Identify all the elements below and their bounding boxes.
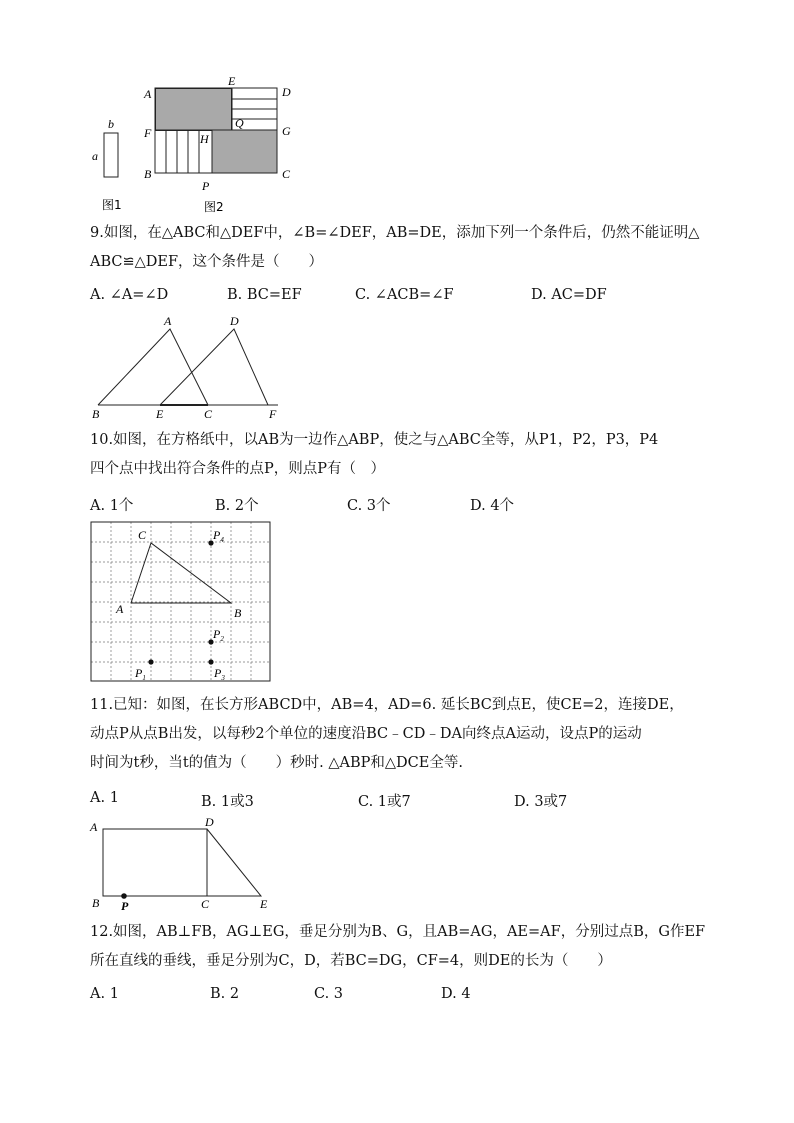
q11-figure-rectangle xyxy=(88,814,278,914)
question-11 xyxy=(90,691,710,778)
q9-option-d: D. AC=DF xyxy=(531,287,607,303)
triangle-abc xyxy=(98,329,208,405)
q9-line2: ABC≌△DEF，这个条件是（ ） xyxy=(90,254,324,270)
point-p xyxy=(121,893,127,899)
q12-line1: 12.如图，AB⊥FB，AG⊥EG，垂足分别为B、G，且AB=AG，AE=AF，分别过点B，G作EF xyxy=(90,924,706,940)
q11-label-P: P xyxy=(121,899,129,913)
q9-label-E: E xyxy=(156,407,164,421)
q10-label-P3: $P_3$ xyxy=(214,666,225,682)
question-9 xyxy=(90,219,710,277)
q11-line3: 时间为t秒，当t的值为（ ）秒时. △ABP和△DCE全等. xyxy=(90,755,463,771)
q11-label-C: C xyxy=(201,897,210,911)
q10-line1: 10.如图，在方格纸中，以AB为一边作△ABP，使之与△ABC全等，从P1，P2，P3，P4 xyxy=(90,432,659,448)
q10-option-b: B. 2个 xyxy=(215,498,259,514)
segment-de xyxy=(207,829,261,896)
q9-option-a: A. ∠A=∠D xyxy=(90,287,169,303)
q9-label-C: C xyxy=(204,407,213,421)
q11-line1: 11.已知：如图，在长方形ABCD中，AB=4，AD=6. 延长BC到点E，使CE=2，连接DE， xyxy=(90,697,684,713)
fig1-label-a: a xyxy=(92,149,98,163)
q10-label-C: C xyxy=(138,528,147,542)
q11-label-A: A xyxy=(90,820,98,834)
triangle-abc-grid xyxy=(131,543,231,603)
question-10 xyxy=(90,426,710,484)
fig1-label-b: b xyxy=(108,117,114,131)
q11-option-a: A. 1 xyxy=(90,790,119,806)
q10-label-P4: $P_4$ xyxy=(213,528,224,544)
q10-option-d: D. 4个 xyxy=(470,498,515,514)
q12-options xyxy=(90,986,710,1006)
q10-option-a: A. 1个 xyxy=(90,498,134,514)
q11-line2: 动点P从点B出发，以每秒2个单位的速度沿BC﹣CD﹣DA向终点A运动，设点P的运动 xyxy=(90,726,642,742)
question-12 xyxy=(90,918,710,976)
q9-label-B: B xyxy=(92,407,100,421)
fig2-shaded-bottom-right xyxy=(212,130,277,173)
q11-option-c: C. 1或7 xyxy=(358,794,411,810)
q11-label-E: E xyxy=(260,897,268,911)
fig2-label-F: F xyxy=(144,126,152,140)
fig2-label-Q: Q xyxy=(235,116,244,130)
fig2-label-H: H xyxy=(200,132,209,146)
q9-label-F: F xyxy=(269,407,277,421)
q9-option-c: C. ∠ACB=∠F xyxy=(355,287,454,303)
q9-figure-triangles xyxy=(88,312,288,422)
q10-label-B: B xyxy=(234,606,242,620)
fig1-caption: 图1 xyxy=(102,198,122,212)
q9-option-b: B. BC=EF xyxy=(227,287,302,303)
q10-label-P1: $P_1$ xyxy=(135,666,146,682)
q11-label-B: B xyxy=(92,896,100,910)
q11-option-d: D. 3或7 xyxy=(514,794,568,810)
point-p1 xyxy=(148,659,153,664)
fig2-shaded-top-left xyxy=(156,89,232,131)
q10-label-A: A xyxy=(116,602,124,616)
fig1-rect xyxy=(104,133,118,177)
q9-label-D: D xyxy=(230,314,239,328)
q12-option-d: D. 4 xyxy=(441,986,471,1002)
q9-line1: 9.如图，在△ABC和△DEF中，∠B=∠DEF，AB=DE，添加下列一个条件后，仍然不能证明△ xyxy=(90,225,700,241)
q11-options xyxy=(90,790,710,810)
q12-option-a: A. 1 xyxy=(90,986,119,1002)
fig2-label-D: D xyxy=(282,85,291,99)
q9-options xyxy=(90,287,710,307)
fig2-label-C: C xyxy=(282,167,291,181)
point-p3 xyxy=(208,659,213,664)
fig2-label-E: E xyxy=(228,74,236,88)
q10-figure-grid xyxy=(90,521,272,683)
q9-label-A: A xyxy=(164,314,172,328)
rectangle-abcd xyxy=(103,829,207,896)
fig2-label-B: B xyxy=(144,167,152,181)
q10-options xyxy=(90,494,710,514)
fig2-label-P: P xyxy=(202,179,210,193)
q11-option-b: B. 1或3 xyxy=(201,794,254,810)
figure-rectangles xyxy=(90,72,310,217)
q12-line2: 所在直线的垂线，垂足分别为C，D，若BC=DG，CF=4，则DE的长为（ ） xyxy=(90,953,612,969)
fig2-label-G: G xyxy=(282,124,291,138)
q10-label-P2: $P_2$ xyxy=(213,627,224,643)
q12-option-c: C. 3 xyxy=(314,986,344,1002)
fig2-caption: 图2 xyxy=(204,200,224,214)
q10-line2: 四个点中找出符合条件的点P，则点P有（ ） xyxy=(90,461,386,477)
q11-label-D: D xyxy=(205,815,214,829)
q12-option-b: B. 2 xyxy=(210,986,240,1002)
q10-option-c: C. 3个 xyxy=(347,498,391,514)
fig2-label-A: A xyxy=(144,87,152,101)
